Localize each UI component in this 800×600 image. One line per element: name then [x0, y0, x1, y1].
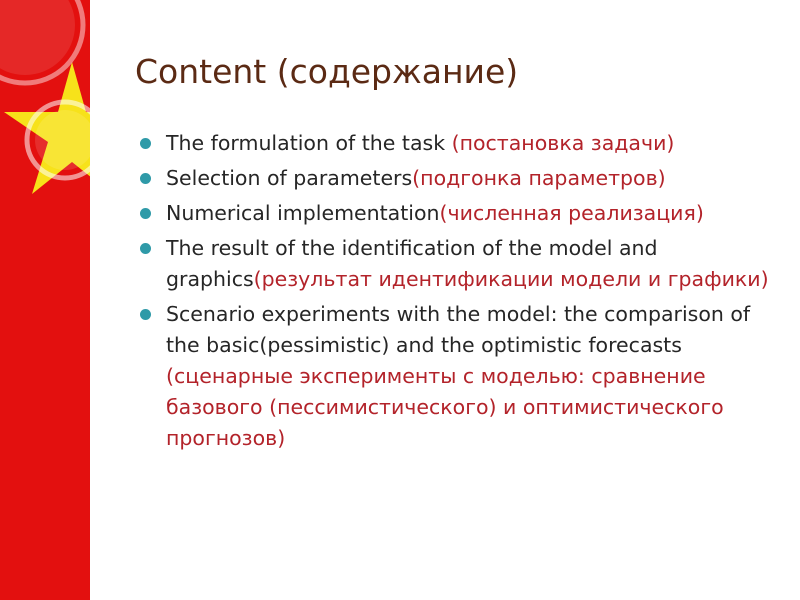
bullet-text-en: Selection of parameters [166, 166, 413, 190]
list-item [140, 128, 780, 159]
slide-title: Content (содержание) [135, 52, 519, 91]
list-item [140, 233, 780, 295]
bullet-dot-icon [140, 243, 151, 254]
bullet-list [140, 128, 780, 458]
bullet-text-en: The formulation of the task [166, 131, 452, 155]
list-item [140, 163, 780, 194]
bullet-dot-icon [140, 309, 151, 320]
bullet-text-ru: (численная реализация) [439, 201, 704, 225]
bullet-text-ru: (результат идентификации модели и графики) [253, 267, 769, 291]
bullet-text-ru: (подгонка параметров) [412, 166, 666, 190]
bullet-text-en: Numerical implementation [166, 201, 440, 225]
star-icon [0, 0, 90, 600]
list-item [140, 198, 780, 229]
bullet-text-ru: (сценарные эксперименты с моделью: сравнение базового (пессимистического) и оптимистического прогнозов) [166, 364, 724, 450]
bullet-text-en: Scenario experiments with the model: the comparison of the basic(pessimistic) and the optimistic forecasts [166, 302, 751, 357]
bullet-dot-icon [140, 173, 151, 184]
bullet-text-ru: (постановка задачи) [451, 131, 675, 155]
bullet-dot-icon [140, 138, 151, 149]
side-decoration-band [0, 0, 90, 600]
list-item [140, 299, 780, 454]
bullet-text-en: The result of the identification of the model and graphics [166, 236, 658, 291]
bullet-dot-icon [140, 208, 151, 219]
